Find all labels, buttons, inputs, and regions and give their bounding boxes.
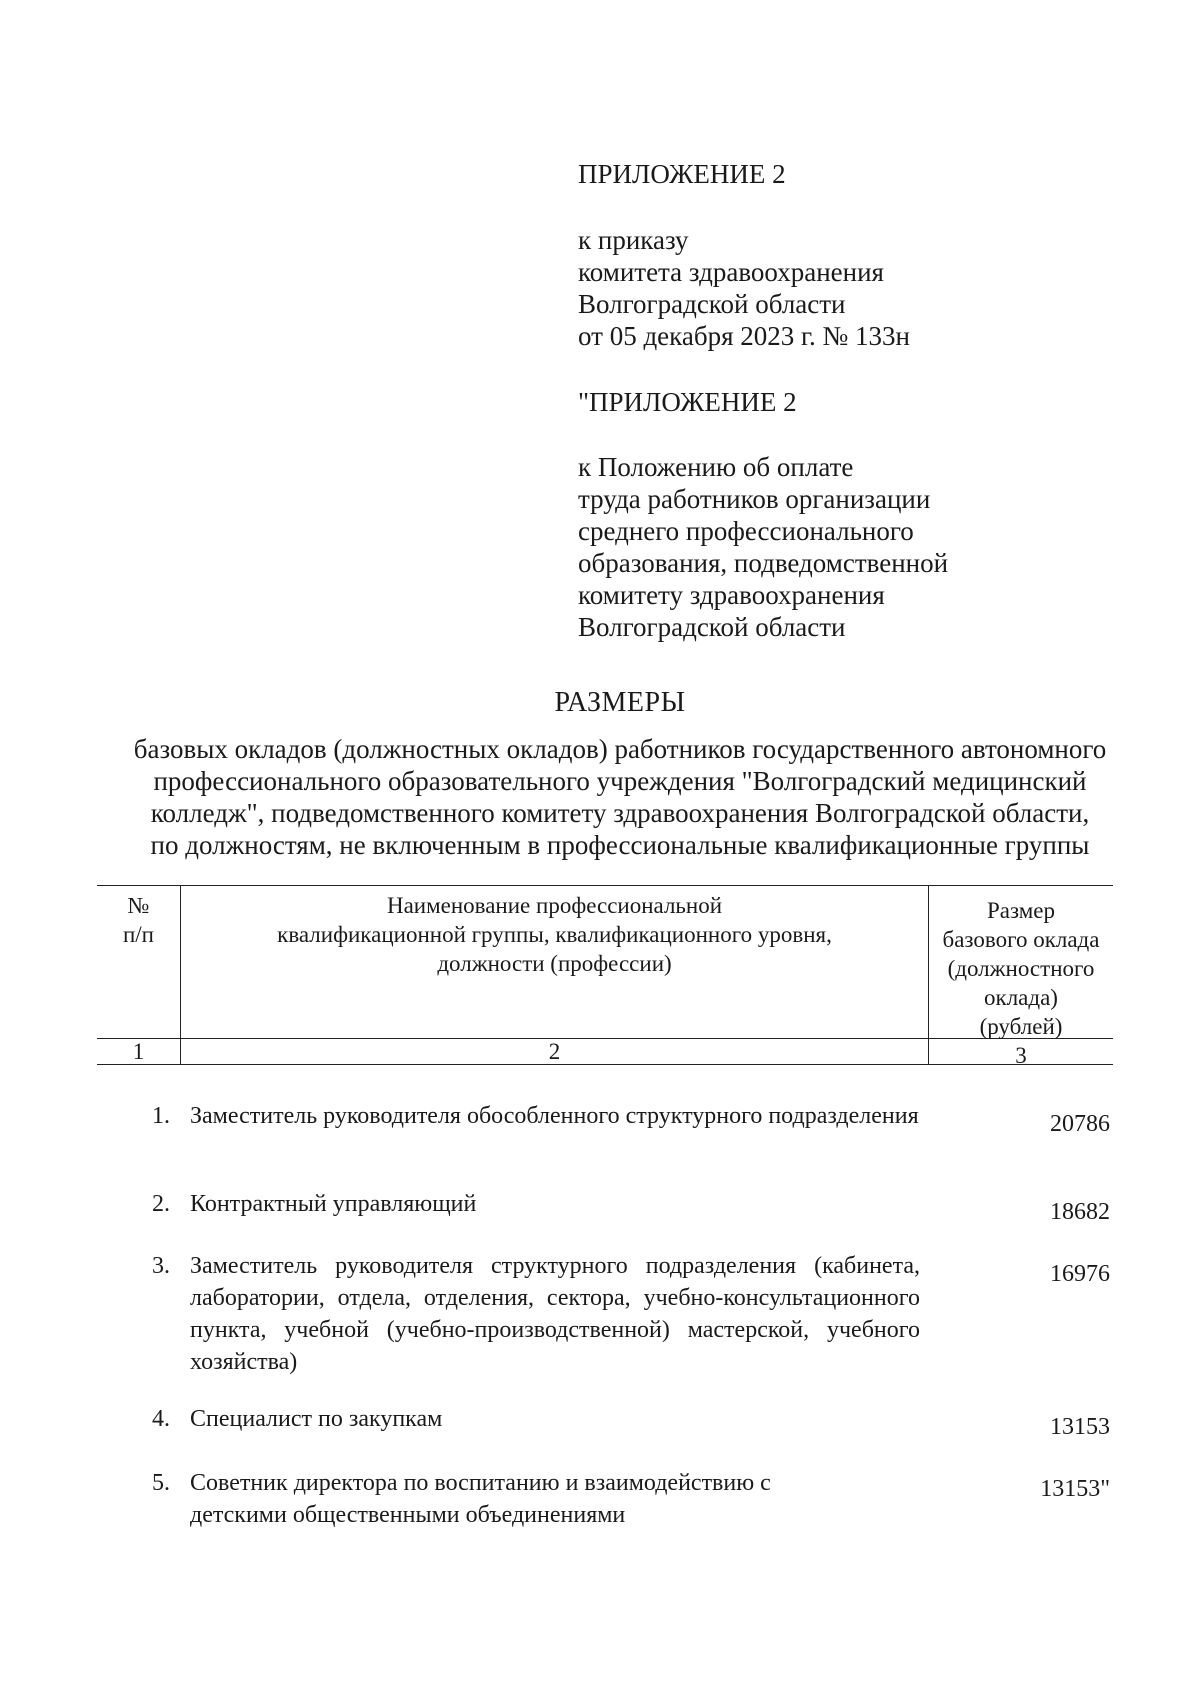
row-amount: 16976 (1050, 1261, 1110, 1287)
header-position-name (181, 891, 928, 978)
header-salary (929, 896, 1113, 1041)
annex-reference-order (578, 224, 910, 352)
header-text: оклада) (984, 985, 1058, 1010)
header-text: № (127, 893, 150, 918)
row-position: Специалист по закупкам (190, 1406, 443, 1432)
header-text: должности (профессии) (437, 951, 672, 976)
row-number: 4. (152, 1406, 170, 1432)
header-text: (рублей) (979, 1014, 1063, 1039)
annex-reference-regulation (578, 451, 948, 643)
subtitle-line: колледж", подведомственного комитету здравоохранения Волгоградской области, (150, 798, 1090, 828)
document-title: РАЗМЕРЫ (554, 687, 686, 718)
header-text: Размер (986, 898, 1056, 923)
header-text: п/п (122, 922, 154, 947)
annex-ref-line: от 05 декабря 2023 г. № 133н (578, 321, 911, 351)
row-amount: 13153 (1050, 1414, 1110, 1440)
header-text: Наименование профессиональной (386, 893, 723, 918)
table-header (97, 885, 1113, 1068)
row-amount: 20786 (1050, 1111, 1110, 1137)
header-number (97, 891, 180, 949)
row-number: 5. (152, 1470, 170, 1496)
annex-ref-line: среднего профессионального (578, 516, 914, 546)
annex-ref-line: труда работников организации (578, 484, 931, 514)
subtitle-line: по должностям, не включенным в профессиональные квалификационные группы (150, 830, 1090, 860)
column-number-3: 3 (1015, 1043, 1027, 1068)
table-top-border (97, 885, 1113, 886)
row-number: 2. (152, 1191, 170, 1217)
subtitle-line: профессионального образовательного учреждения "Волгоградский медицинский (153, 766, 1087, 796)
annex-title-text: ПРИЛОЖЕНИЕ 2 (578, 159, 786, 189)
row-amount: 13153" (1040, 1476, 1110, 1502)
document-subtitle (80, 733, 1160, 861)
row-position: Контрактный управляющий (190, 1191, 477, 1217)
row-number: 1. (152, 1103, 170, 1129)
subtitle-line: базовых окладов (должностных окладов) работников государственного автономного (133, 734, 1107, 764)
annex-title (578, 158, 786, 190)
column-number-2: 2 (548, 1039, 561, 1064)
column-number-1: 1 (132, 1039, 145, 1064)
header-text: (должностного (947, 956, 1095, 981)
header-text: квалификационной группы, квалификационного уровня, (277, 922, 832, 947)
row-amount: 18682 (1050, 1199, 1110, 1225)
annex-ref-line: к приказу (578, 225, 689, 255)
row-position: Заместитель руководителя обособленного структурного подразделения (190, 1103, 919, 1129)
annex-ref-line: комитету здравоохранения (578, 580, 885, 610)
header-text: базового оклада (942, 927, 1100, 952)
annex-ref-line: Волгоградской области (578, 289, 846, 319)
row-position: Заместитель руководителя структурного подразделения (кабинета, лаборатории, отдела, отделения, сектора, учебно-консультационного пункта, учебной (учебно-производственной) мастерской, учебного хозяйства) (190, 1253, 920, 1375)
row-position: Советник директора по воспитанию и взаимодействию с детскими общественными объединениями (190, 1470, 771, 1528)
annex-title-quoted (578, 386, 797, 418)
annex-ref-line: Волгоградской области (578, 612, 846, 642)
annex-ref-line: образования, подведомственной (578, 548, 949, 578)
annex-ref-line: комитета здравоохранения (578, 257, 884, 287)
row-number: 3. (152, 1253, 170, 1279)
annex-title-text: "ПРИЛОЖЕНИЕ 2 (578, 387, 797, 417)
annex-ref-line: к Положению об оплате (578, 452, 854, 482)
